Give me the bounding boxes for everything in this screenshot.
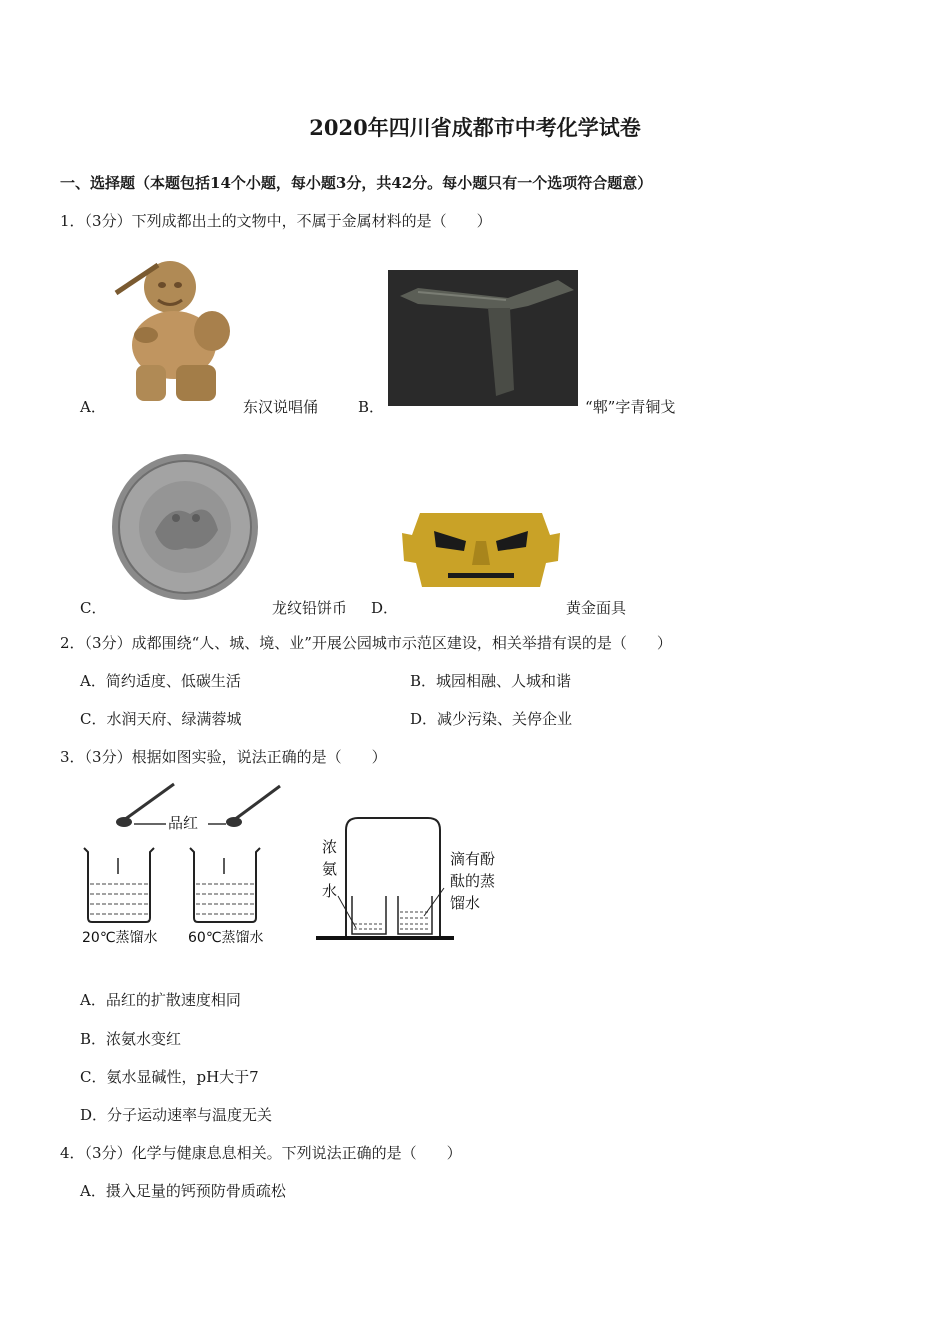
coin-image — [110, 452, 260, 602]
q1-option-a-text: 东汉说唱俑 — [243, 398, 319, 416]
q2-option-a: A．简约适度、低碳生活 — [80, 672, 241, 690]
ammonia-label-2: 氨 — [322, 860, 338, 878]
q4-option-a: A．摄入足量的钙预防骨质疏松 — [80, 1182, 286, 1200]
question-2-stem: 2．（3分）成都围绕“人、城、境、业”开展公园城市示范区建设，相关举措有误的是（ ） — [60, 634, 672, 652]
beaker-60c-label: 60℃蒸馏水 — [188, 930, 264, 946]
q3-option-d: D．分子运动速率与温度无关 — [80, 1106, 273, 1124]
ammonia-label-3: 水 — [322, 882, 338, 900]
experiment-figure — [80, 778, 520, 950]
beaker-20c-label: 20℃蒸馏水 — [82, 930, 158, 946]
q1-option-b-text: “郫”字青铜戈 — [585, 398, 676, 416]
question-3-stem: 3．（3分）根据如图实验，说法正确的是（ ） — [60, 748, 387, 766]
phenolphthalein-label-3: 馏水 — [450, 894, 481, 912]
pinhong-label: 品红 — [168, 814, 199, 832]
q1-option-d-text: 黄金面具 — [566, 599, 627, 617]
page-title: 2020年四川省成都市中考化学试卷 — [309, 115, 641, 140]
phenolphthalein-label-1: 滴有酚 — [450, 850, 496, 868]
section-heading: 一、选择题（本题包括14个小题，每小题3分，共42分。每小题只有一个选项符合题意） — [60, 174, 653, 192]
q1-option-b-label: B． — [358, 398, 385, 416]
q2-option-c: C．水润天府、绿满蓉城 — [80, 710, 242, 728]
question-4-stem: 4．（3分）化学与健康息息相关。下列说法正确的是（ ） — [60, 1144, 462, 1162]
phenolphthalein-label-2: 酞的蒸 — [450, 872, 496, 890]
q2-option-b: B．城园相融、人城和谐 — [410, 672, 572, 690]
q1-option-c-label: C． — [80, 599, 107, 617]
q3-option-b: B．浓氨水变红 — [80, 1030, 182, 1048]
ammonia-label-1: 浓 — [322, 838, 338, 856]
q1-option-d-label: D． — [371, 599, 399, 617]
q2-option-d: D．减少污染、关停企业 — [410, 710, 573, 728]
figurine-image — [106, 245, 238, 405]
q1-option-a-label: A． — [80, 398, 106, 416]
gold-mask-image — [400, 505, 562, 597]
q1-option-c-text: 龙纹铅饼币 — [272, 599, 348, 617]
q3-option-c: C．氨水显碱性，pH大于7 — [80, 1068, 259, 1086]
bronze-ge-image — [388, 270, 578, 406]
question-1-stem: 1．（3分）下列成都出土的文物中，不属于金属材料的是（ ） — [60, 212, 492, 230]
q3-option-a: A．品红的扩散速度相同 — [80, 991, 241, 1009]
